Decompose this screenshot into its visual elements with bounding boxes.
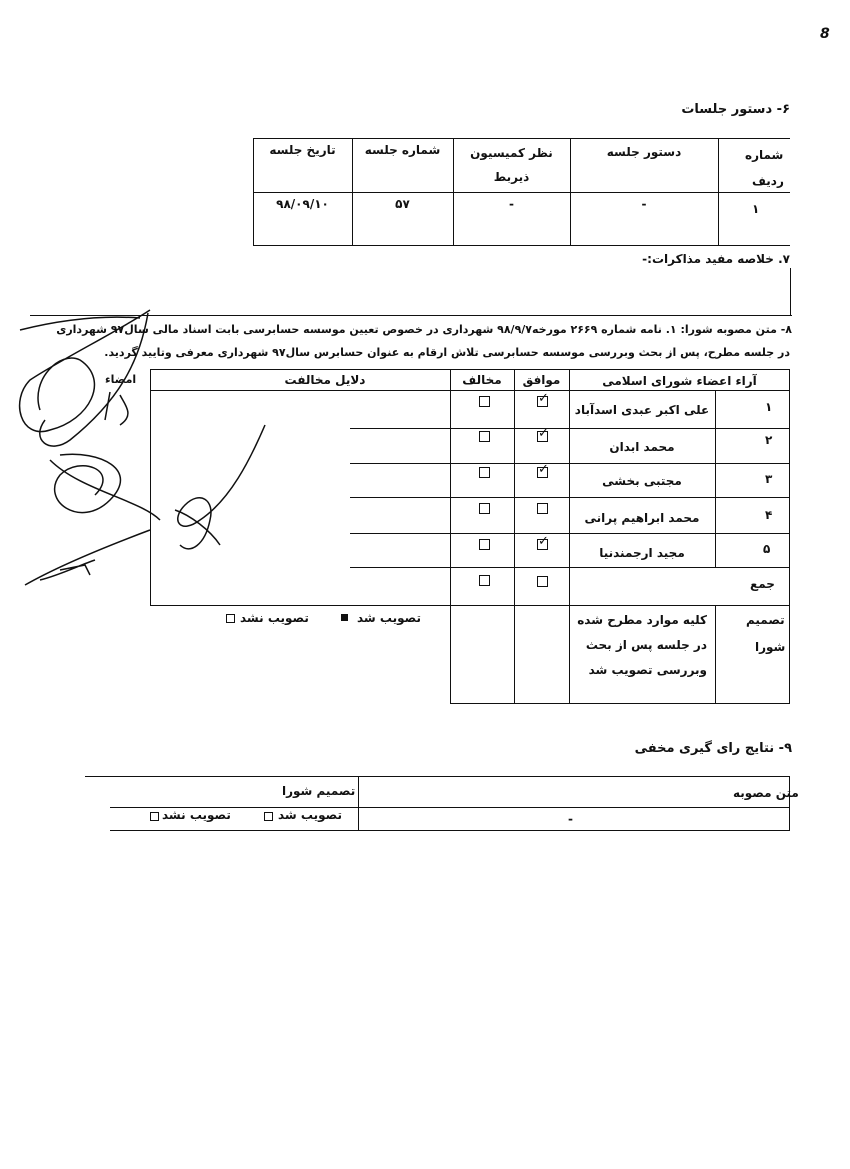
cell-session-number: ۵۷ bbox=[395, 197, 410, 211]
decision-text-line3: وبررسی تصویب شد bbox=[588, 663, 707, 677]
section7-title: ۷. خلاصه مفید مذاکرات:- bbox=[642, 252, 790, 266]
member-number: ۲ bbox=[765, 433, 773, 447]
cell-row-number: ۱ bbox=[752, 202, 760, 216]
member-name: محمد ابراهیم پرانی bbox=[584, 511, 700, 525]
member-number: ۱ bbox=[765, 400, 773, 414]
member-name: مجید ارجمندنیا bbox=[599, 546, 685, 560]
section6-title: ۶- دستور جلسات bbox=[681, 102, 790, 117]
header-agenda: دستور جلسه bbox=[606, 145, 682, 159]
decision-label-line2: شورا bbox=[755, 640, 786, 654]
secret-approved-label: تصویب شد bbox=[278, 808, 342, 822]
header-members: آراء اعضاء شورای اسلامی bbox=[602, 374, 757, 388]
header-row-number-line2: ردیف bbox=[752, 174, 784, 188]
decision-text-line1: کلیه موارد مطرح شده bbox=[577, 613, 707, 627]
member-name: علی اکبر عبدی اسدآباد bbox=[574, 403, 710, 417]
member-number: ۵ bbox=[763, 542, 771, 556]
total-label: جمع bbox=[750, 577, 775, 591]
member-number: ۴ bbox=[765, 508, 773, 522]
secret-approved-checkbox[interactable] bbox=[264, 812, 273, 821]
resolution-value: - bbox=[568, 812, 573, 826]
member-name: محمد ابدان bbox=[609, 440, 675, 454]
header-session-date: تاریخ جلسه bbox=[269, 143, 336, 157]
decision-label: تصمیم شورا bbox=[282, 784, 356, 798]
cell-agenda: - bbox=[641, 197, 647, 211]
cell-commission: - bbox=[509, 197, 514, 211]
secret-not-approved-checkbox[interactable] bbox=[150, 812, 159, 821]
section9-title: ۹- نتایج رای گیری مخفی bbox=[634, 741, 792, 756]
header-agree: موافق bbox=[522, 373, 561, 387]
approved-label: تصویب شد bbox=[357, 611, 421, 625]
not-approved-label: تصویب نشد bbox=[240, 611, 309, 625]
header-commission-line1: نظر کمیسیون bbox=[470, 146, 553, 160]
header-row-number-line1: شماره bbox=[745, 148, 784, 162]
header-commission-line2: ذیربط bbox=[493, 170, 530, 184]
signature-scribbles bbox=[20, 310, 265, 585]
header-disagree: مخالف bbox=[462, 373, 502, 387]
resolution-text-line1: ۸- متن مصوبه شورا: ۱. نامه شماره ۲۶۶۹ مورخه۹۸/۹/۷ شهرداری در خصوص تعیین موسسه حسابرسی بابت اسناد مالی سال۹۷ شهرداری bbox=[56, 323, 792, 336]
decision-text-line2: در جلسه پس از بحث bbox=[585, 638, 707, 652]
member-name: مجتبی بخشی bbox=[602, 474, 682, 488]
resolution-text-line2: در جلسه مطرح، پس از بحث وبررسی موسسه حسابرسی تلاش ارقام به عنوان حسابرس سال۹۷ شهرداری معرفی وتایید گردید. bbox=[104, 346, 790, 359]
member-number: ۳ bbox=[765, 472, 773, 486]
header-reasons: دلایل مخالفت bbox=[284, 373, 366, 387]
decision-label-line1: تصمیم bbox=[746, 613, 785, 627]
header-session-number: شماره جلسه bbox=[364, 143, 441, 157]
page-mark: 8 bbox=[820, 26, 830, 42]
secret-not-approved-label: تصویب نشد bbox=[162, 808, 231, 822]
cell-session-date: ۹۸/۰۹/۱۰ bbox=[276, 197, 329, 211]
resolution-label: متن مصوبه bbox=[733, 786, 799, 800]
header-signature: امضاء bbox=[105, 373, 137, 386]
